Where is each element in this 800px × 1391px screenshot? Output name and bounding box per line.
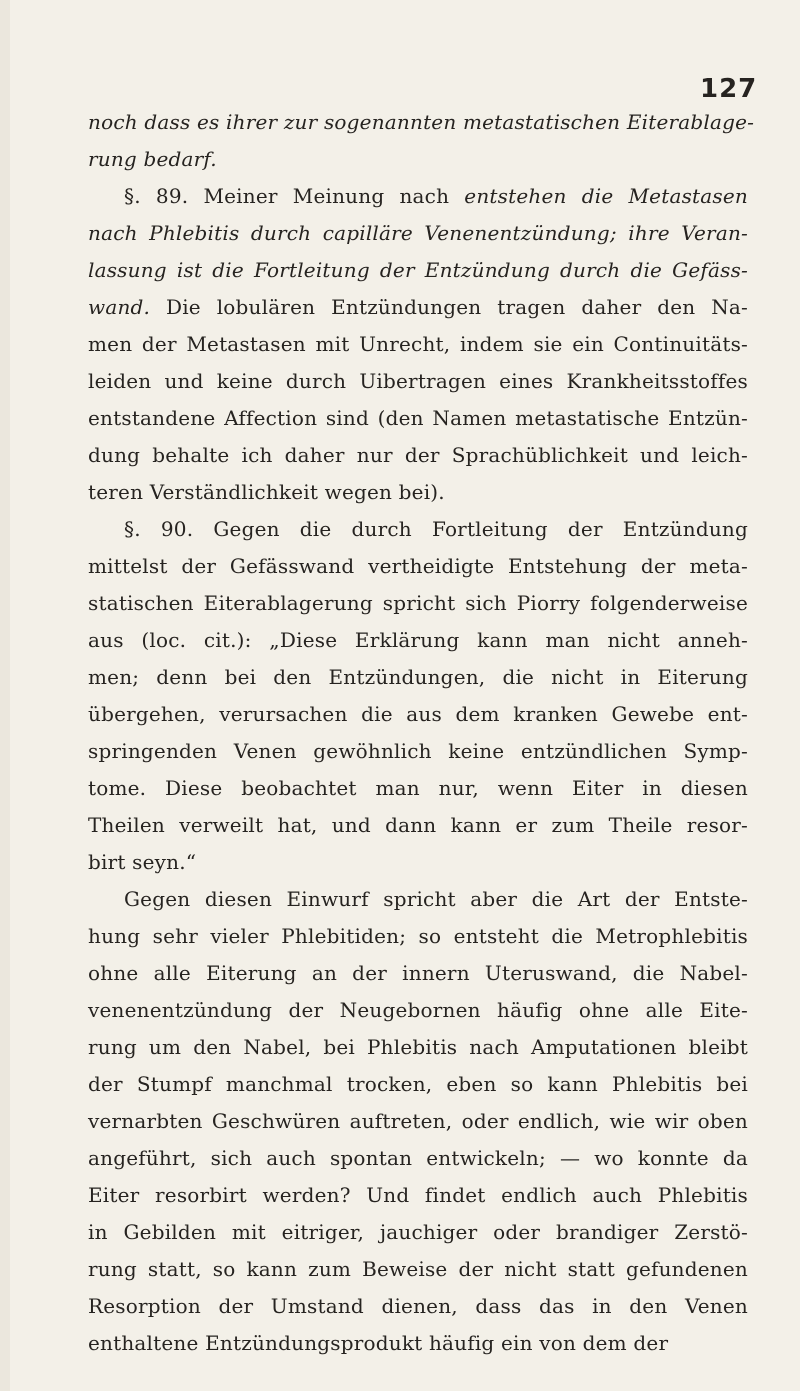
text-segment: statischen Eiterablagerung spricht sich Piorry folgenderweise bbox=[88, 591, 748, 615]
text-line bbox=[88, 548, 748, 585]
text-line bbox=[88, 1177, 748, 1214]
page-number: 127 bbox=[700, 74, 758, 104]
text-line bbox=[88, 141, 748, 178]
italic-text-segment: rung bedarf. bbox=[88, 147, 217, 171]
text-line bbox=[88, 696, 748, 733]
page-edge-shadow bbox=[0, 0, 10, 1391]
text-line bbox=[88, 992, 748, 1029]
text-segment: in Gebilden mit eitriger, jauchiger oder brandiger Zerstö- bbox=[88, 1220, 748, 1244]
text-line bbox=[88, 733, 748, 770]
text-line bbox=[88, 1066, 748, 1103]
text-line bbox=[88, 585, 748, 622]
text-segment: ohne alle Eiterung an der innern Uteruswand, die Nabel- bbox=[88, 961, 748, 985]
body-text bbox=[88, 104, 755, 1362]
text-segment: mittelst der Gefässwand vertheidigte Entstehung der meta- bbox=[88, 554, 748, 578]
text-segment: entstandene Affection sind (den Namen metastatische Entzün- bbox=[88, 406, 748, 430]
text-segment: dung behalte ich daher nur der Sprachüblichkeit und leich- bbox=[88, 443, 748, 467]
italic-text-segment: noch dass es ihrer zur sogenannten metastatischen Eiterablage- bbox=[88, 110, 755, 134]
text-line bbox=[88, 955, 748, 992]
text-line bbox=[88, 770, 748, 807]
text-segment: venenentzündung der Neugebornen häufig ohne alle Eite- bbox=[88, 998, 748, 1022]
text-segment: birt seyn.“ bbox=[88, 850, 197, 874]
italic-text-segment: wand. bbox=[88, 295, 151, 319]
text-line bbox=[88, 881, 748, 918]
text-segment: Resorption der Umstand dienen, dass das in den Venen bbox=[88, 1294, 748, 1318]
text-segment: übergehen, verursachen die aus dem kranken Gewebe ent- bbox=[88, 702, 748, 726]
text-line bbox=[88, 363, 748, 400]
text-segment: springenden Venen gewöhnlich keine entzündlichen Symp- bbox=[88, 739, 748, 763]
text-line bbox=[88, 1325, 748, 1362]
text-segment: angeführt, sich auch spontan entwickeln; — wo konnte da bbox=[88, 1146, 748, 1170]
text-segment: §. 89. Meiner Meinung nach bbox=[124, 184, 465, 208]
italic-text-segment: entstehen die Metastasen bbox=[464, 184, 748, 208]
text-line bbox=[88, 1103, 748, 1140]
text-segment: hung sehr vieler Phlebitiden; so entsteht die Metrophlebitis bbox=[88, 924, 748, 948]
text-line bbox=[88, 1029, 748, 1066]
text-segment: tome. Diese beobachtet man nur, wenn Eiter in diesen bbox=[88, 776, 748, 800]
text-segment: enthaltene Entzündungsprodukt häufig ein von dem der bbox=[88, 1331, 669, 1355]
text-segment: vernarbten Geschwüren auftreten, oder endlich, wie wir oben bbox=[88, 1109, 748, 1133]
text-line bbox=[88, 400, 748, 437]
text-line bbox=[88, 474, 748, 511]
text-segment: aus (loc. cit.): „Diese Erklärung kann man nicht anneh- bbox=[88, 628, 748, 652]
text-line bbox=[88, 659, 748, 696]
text-line bbox=[88, 1288, 748, 1325]
text-segment: Gegen diesen Einwurf spricht aber die Art der Entste- bbox=[124, 887, 748, 911]
text-line bbox=[88, 1140, 748, 1177]
text-line bbox=[88, 1214, 748, 1251]
text-line bbox=[88, 178, 748, 215]
text-segment: men der Metastasen mit Unrecht, indem sie ein Continuitäts- bbox=[88, 332, 748, 356]
text-line bbox=[88, 437, 748, 474]
text-line bbox=[88, 104, 755, 141]
text-segment: teren Verständlichkeit wegen bei). bbox=[88, 480, 445, 504]
text-segment: Die lobulären Entzündungen tragen daher den Na- bbox=[150, 295, 748, 319]
text-segment: rung statt, so kann zum Beweise der nicht statt gefundenen bbox=[88, 1257, 748, 1281]
text-line bbox=[88, 215, 748, 252]
text-segment: Theilen verweilt hat, und dann kann er zum Theile resor- bbox=[88, 813, 748, 837]
text-line bbox=[88, 807, 748, 844]
text-segment: der Stumpf manchmal trocken, eben so kann Phlebitis bei bbox=[88, 1072, 748, 1096]
text-segment: men; denn bei den Entzündungen, die nicht in Eiterung bbox=[88, 665, 748, 689]
text-line bbox=[88, 1251, 748, 1288]
text-segment: leiden und keine durch Uibertragen eines Krankheitsstoffes bbox=[88, 369, 748, 393]
text-line bbox=[88, 511, 748, 548]
italic-text-segment: lassung ist die Fortleitung der Entzündung durch die Gefäss- bbox=[88, 258, 748, 282]
text-segment: Eiter resorbirt werden? Und findet endlich auch Phlebitis bbox=[88, 1183, 748, 1207]
text-line bbox=[88, 289, 748, 326]
text-line bbox=[88, 844, 748, 881]
text-segment: §. 90. Gegen die durch Fortleitung der Entzündung bbox=[124, 517, 748, 541]
text-segment: rung um den Nabel, bei Phlebitis nach Amputationen bleibt bbox=[88, 1035, 748, 1059]
text-line bbox=[88, 918, 748, 955]
italic-text-segment: nach Phlebitis durch capilläre Venenentzündung; ihre Veran- bbox=[88, 221, 748, 245]
text-line bbox=[88, 252, 748, 289]
text-line bbox=[88, 326, 748, 363]
text-line bbox=[88, 622, 748, 659]
